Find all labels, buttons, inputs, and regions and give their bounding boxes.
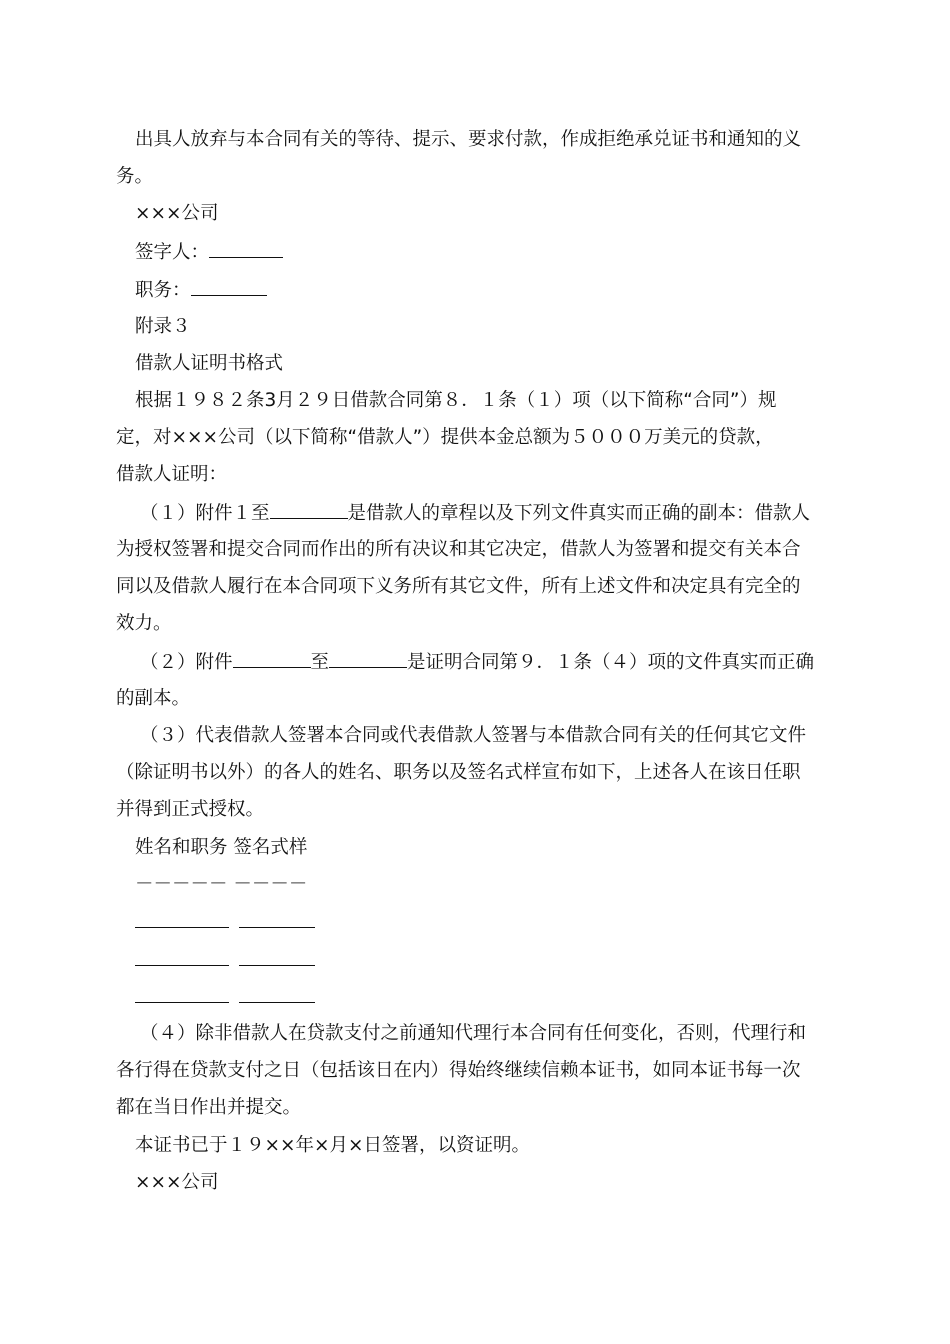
- paragraph-line: 各行得在贷款支付之日（包括该日在内）得始终继续信赖本证书，如同本证书每一次: [116, 1060, 801, 1081]
- item-1-line: [140, 501, 862, 526]
- item-1-blank: [270, 501, 348, 519]
- name-blank: [135, 948, 229, 966]
- signature-blank: [239, 985, 315, 1003]
- signer-label: 签字人：: [135, 242, 210, 263]
- closing-statement: 本证书已于１９××年×月×日签署，以资证明。: [135, 1135, 531, 1156]
- paragraph-line: 的副本。: [116, 688, 191, 709]
- item-2-blank-a: [233, 650, 311, 668]
- paragraph-line: 都在当日作出并提交。: [116, 1097, 302, 1118]
- paragraph-line: 同以及借款人履行在本合同项下义务所有其它文件，所有上述文件和决定具有完全的: [116, 576, 801, 597]
- company-name: ×××公司: [135, 1172, 219, 1193]
- item-2-line: [140, 650, 862, 675]
- title-line: [135, 278, 857, 303]
- signer-blank: [209, 240, 283, 258]
- item-1-prefix: （１）附件１至: [140, 503, 270, 524]
- paragraph-line: 定，对×××公司（以下简称“借款人”）提供本金总额为５０００万美元的贷款，: [116, 427, 774, 448]
- name-blank: [135, 910, 229, 928]
- paragraph-line: 并得到正式授权。: [116, 799, 265, 820]
- form-title: 借款人证明书格式: [135, 353, 284, 374]
- paragraph-line: （４）除非借款人在贷款支付之前通知代理行本合同有任何变化，否则，代理行和: [140, 1023, 807, 1044]
- table-divider: －－－－－ －－－－: [135, 874, 308, 895]
- item-1-text: 是借款人的章程以及下列文件真实而正确的副本：借款人: [347, 503, 811, 524]
- appendix-heading: 附录３: [135, 316, 191, 337]
- signature-blank: [239, 910, 315, 928]
- signature-row: [135, 910, 857, 935]
- title-blank: [191, 278, 267, 296]
- signature-row: [135, 948, 857, 973]
- item-2-text: 是证明合同第９．１条（４）项的文件真实而正确: [407, 652, 815, 673]
- company-name: ×××公司: [135, 203, 219, 224]
- signer-line: [135, 240, 857, 265]
- item-2-mid: 至: [310, 652, 330, 673]
- paragraph-line: 务。: [116, 166, 154, 187]
- signature-row: [135, 985, 857, 1010]
- paragraph-line: 效力。: [116, 613, 172, 634]
- name-blank: [135, 985, 229, 1003]
- title-label: 职务：: [135, 280, 191, 301]
- item-2-prefix: （２）附件: [140, 652, 233, 673]
- paragraph-line: 根据１９８２条3月２９日借款合同第８．１条（１）项（以下简称“合同”）规: [135, 390, 777, 411]
- paragraph-line: （３）代表借款人签署本合同或代表借款人签署与本借款合同有关的任何其它文件: [140, 725, 807, 746]
- signature-blank: [239, 948, 315, 966]
- paragraph-line: 借款人证明：: [116, 464, 228, 485]
- paragraph-line: （除证明书以外）的各人的姓名、职务以及签名式样宣布如下，上述各人在该日任职: [116, 762, 801, 783]
- table-header: 姓名和职务 签名式样: [135, 837, 308, 858]
- paragraph-line: 出具人放弃与本合同有关的等待、提示、要求付款，作成拒绝承兑证书和通知的义: [135, 129, 802, 150]
- item-2-blank-b: [329, 650, 407, 668]
- paragraph-line: 为授权签署和提交合同而作出的所有决议和其它决定，借款人为签署和提交有关本合: [116, 539, 801, 560]
